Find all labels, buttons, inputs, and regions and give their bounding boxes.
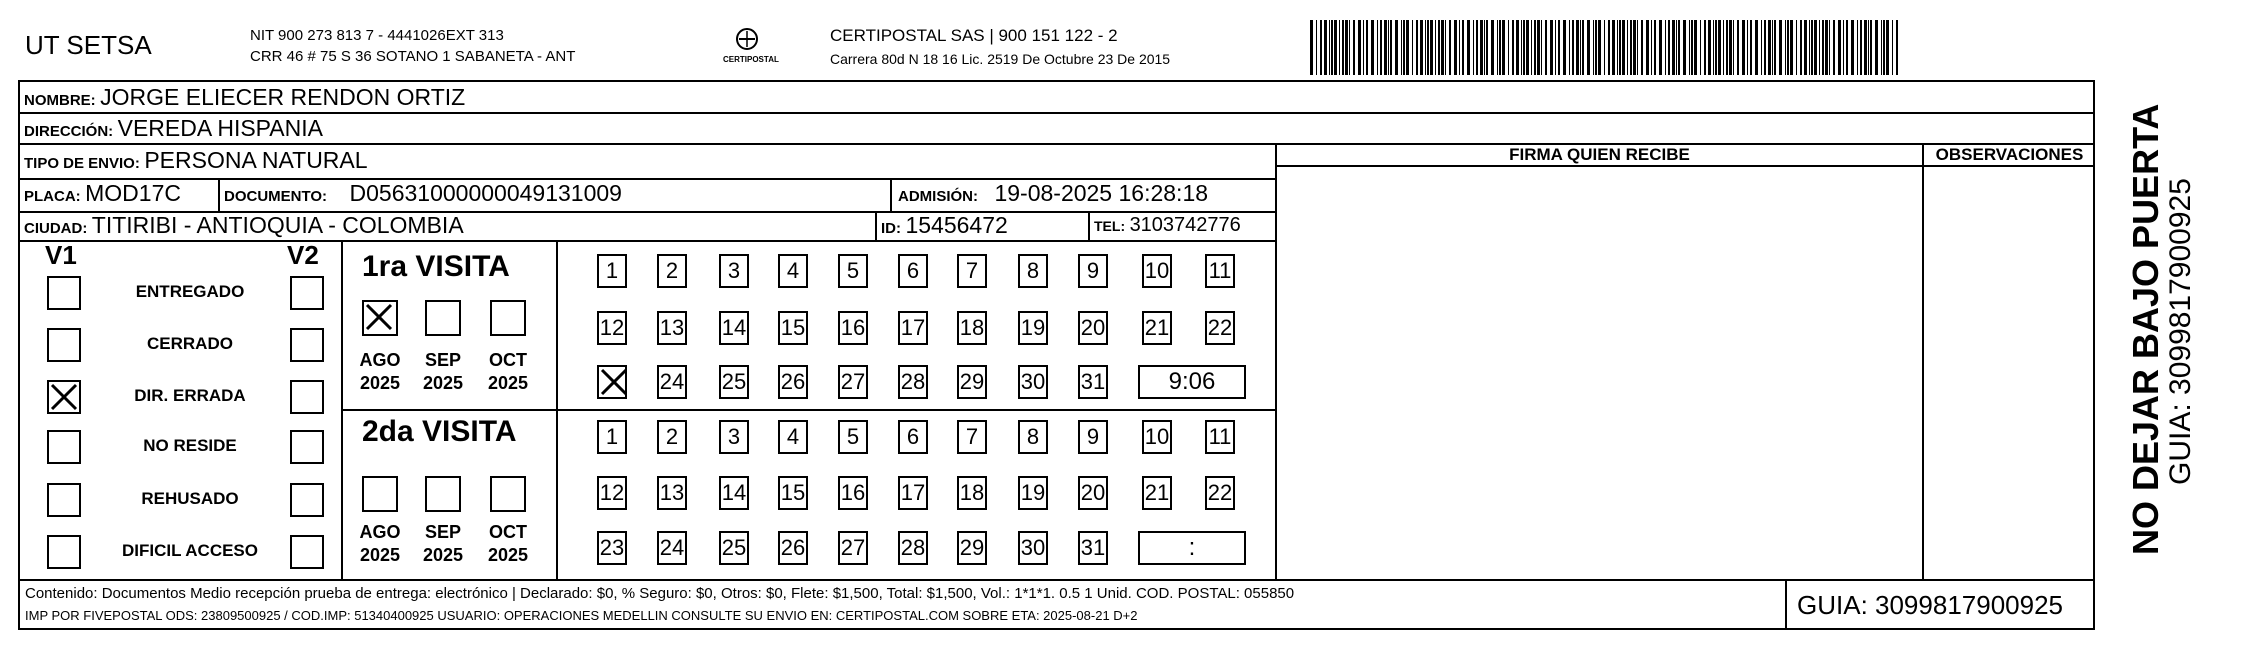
day-box[interactable]: 30 — [1018, 365, 1048, 399]
day-box[interactable]: 16 — [838, 476, 868, 510]
ciudad-value: TITIRIBI - ANTIOQUIA - COLOMBIA — [91, 212, 464, 238]
day-box[interactable]: 18 — [957, 311, 987, 345]
status-v2-checkbox[interactable] — [290, 535, 324, 569]
day-box[interactable]: 5 — [838, 420, 868, 454]
day-box[interactable]: 22 — [1205, 311, 1235, 345]
ciudad-label: CIUDAD: — [24, 220, 88, 237]
month-checkbox[interactable] — [490, 300, 526, 336]
time-box[interactable]: 9:06 — [1138, 365, 1246, 399]
certipostal-line: CERTIPOSTAL SAS | 900 151 122 - 2 — [830, 26, 1118, 45]
day-box[interactable]: 25 — [719, 365, 749, 399]
month-checkbox[interactable] — [425, 476, 461, 512]
tipo-label: TIPO DE ENVIO: — [24, 155, 140, 172]
nombre-label: NOMBRE: — [24, 92, 96, 109]
id-value: 15456472 — [905, 212, 1008, 238]
direccion-value: VEREDA HISPANIA — [117, 115, 323, 141]
day-box[interactable]: 11 — [1205, 254, 1235, 288]
year-label: 2025 — [487, 545, 529, 565]
month-checkbox[interactable] — [362, 476, 398, 512]
day-box[interactable]: 14 — [719, 476, 749, 510]
status-label: CERRADO — [147, 334, 233, 353]
year-label: 2025 — [422, 545, 464, 565]
second-visit-title: 2da VISITA — [362, 415, 517, 448]
status-v2-checkbox[interactable] — [290, 380, 324, 414]
day-box[interactable]: 22 — [1205, 476, 1235, 510]
address-line: CRR 46 # 75 S 36 SOTANO 1 SABANETA - ANT — [250, 48, 576, 65]
day-box[interactable]: 11 — [1205, 420, 1235, 454]
day-box[interactable]: 15 — [778, 476, 808, 510]
day-box[interactable]: 30 — [1018, 531, 1048, 565]
admision-value: 19-08-2025 16:28:18 — [994, 180, 1209, 206]
nombre-value: JORGE ELIECER RENDON ORTIZ — [100, 84, 466, 110]
day-box[interactable]: 2 — [657, 254, 687, 288]
day-box[interactable]: 1 — [597, 420, 627, 454]
day-box[interactable]: 29 — [957, 365, 987, 399]
status-v1-checkbox[interactable] — [47, 483, 81, 517]
month-label: SEP — [424, 350, 462, 370]
month-checkbox[interactable] — [490, 476, 526, 512]
day-box[interactable]: 21 — [1142, 311, 1172, 345]
day-box[interactable]: 8 — [1018, 420, 1048, 454]
day-box[interactable]: 8 — [1018, 254, 1048, 288]
day-box[interactable]: 1 — [597, 254, 627, 288]
day-box[interactable]: 14 — [719, 311, 749, 345]
status-v2-checkbox[interactable] — [290, 430, 324, 464]
day-box[interactable]: 13 — [657, 476, 687, 510]
placa-value: MOD17C — [85, 180, 181, 206]
placa-label: PLACA: — [24, 188, 81, 205]
status-v1-checkbox[interactable] — [47, 328, 81, 362]
day-box[interactable]: 5 — [838, 254, 868, 288]
direccion-label: DIRECCIÓN: — [24, 123, 114, 140]
month-label: OCT — [489, 522, 527, 542]
footer-imp: IMP POR FIVEPOSTAL ODS: 23809500925 / COD.IMP: 51340400925 USUARIO: OPERACIONES MEDELLIN CONSULTE SU ENVIO EN: CERTIPOSTAL.COM SOBRE ETA: 2025-08-21 D+2 — [25, 608, 1138, 623]
status-v2-checkbox[interactable] — [290, 483, 324, 517]
year-label: 2025 — [359, 373, 401, 393]
day-box[interactable]: 27 — [838, 531, 868, 565]
day-box[interactable]: 10 — [1142, 420, 1172, 454]
month-checkbox[interactable] — [362, 300, 398, 336]
day-box[interactable]: 3 — [719, 420, 749, 454]
tipo-value: PERSONA NATURAL — [144, 147, 368, 173]
day-box[interactable]: 26 — [778, 531, 808, 565]
observaciones-header: OBSERVACIONES — [1935, 145, 2084, 164]
day-box[interactable]: 24 — [657, 365, 687, 399]
status-label: ENTREGADO — [135, 282, 245, 301]
day-box[interactable]: 20 — [1078, 311, 1108, 345]
day-box[interactable]: 18 — [957, 476, 987, 510]
day-box[interactable]: 9 — [1078, 420, 1108, 454]
tel-value: 3103742776 — [1129, 214, 1241, 236]
company-name: UT SETSA — [25, 30, 152, 60]
day-box[interactable]: 21 — [1142, 476, 1172, 510]
year-label: 2025 — [487, 373, 529, 393]
status-v2-checkbox[interactable] — [290, 276, 324, 310]
day-box[interactable]: 23 — [597, 531, 627, 565]
first-visit-title: 1ra VISITA — [362, 250, 510, 283]
day-box[interactable]: 17 — [898, 476, 928, 510]
day-box[interactable]: 10 — [1142, 254, 1172, 288]
day-box[interactable]: 25 — [719, 531, 749, 565]
day-box[interactable]: 13 — [657, 311, 687, 345]
day-box[interactable]: 31 — [1078, 531, 1108, 565]
day-box[interactable]: 7 — [957, 420, 987, 454]
day-box[interactable]: 19 — [1018, 476, 1048, 510]
month-label: AGO — [359, 350, 401, 370]
month-checkbox[interactable] — [425, 300, 461, 336]
firma-header: FIRMA QUIEN RECIBE — [1509, 145, 1690, 164]
day-box[interactable]: 19 — [1018, 311, 1048, 345]
nit-line: NIT 900 273 813 7 - 4441026EXT 313 — [250, 27, 504, 44]
footer-contenido: Contenido: Documentos Medio recepción prueba de entrega: electrónico | Declarado: $0, % Seguro: $0, Otros: $0, Flete: $1,500, Total: $1,500, Vol.: 1*1*1. 0.5 1 Unid. COD. POSTAL: 055850 — [25, 585, 1295, 602]
month-label: AGO — [359, 522, 401, 542]
day-box[interactable]: 2 — [657, 420, 687, 454]
status-v1-checkbox[interactable] — [47, 535, 81, 569]
footer-guia: GUIA: 3099817900925 — [1797, 590, 2063, 620]
status-label: NO RESIDE — [143, 436, 237, 455]
status-label: REHUSADO — [141, 489, 239, 508]
day-box[interactable]: 26 — [778, 365, 808, 399]
status-label: DIFICIL ACCESO — [121, 541, 258, 560]
day-box[interactable]: 20 — [1078, 476, 1108, 510]
day-box[interactable]: 9 — [1078, 254, 1108, 288]
status-v1-checkbox[interactable] — [47, 276, 81, 310]
logo-text: CERTIPOSTAL — [723, 55, 779, 64]
status-v2-checkbox[interactable] — [290, 328, 324, 362]
admision-label: ADMISIÓN: — [898, 188, 978, 205]
id-label: ID: — [881, 220, 901, 237]
day-box[interactable] — [597, 365, 627, 399]
barcode — [1310, 20, 1905, 75]
certipostal-logo — [723, 25, 779, 70]
day-box[interactable]: 6 — [898, 420, 928, 454]
day-box[interactable]: 3 — [719, 254, 749, 288]
day-box[interactable]: 4 — [778, 254, 808, 288]
day-box[interactable]: 27 — [838, 365, 868, 399]
tel-label: TEL: — [1094, 218, 1126, 234]
status-v1-checkbox[interactable] — [47, 430, 81, 464]
day-box[interactable]: 24 — [657, 531, 687, 565]
status-v1-checkbox[interactable] — [47, 380, 81, 414]
day-box[interactable]: 4 — [778, 420, 808, 454]
side-warning: NO DEJAR BAJO PUERTA — [2125, 103, 2166, 555]
day-box[interactable]: 15 — [778, 311, 808, 345]
day-box[interactable]: 28 — [898, 365, 928, 399]
side-guia: GUIA: 3099817900925 — [2164, 178, 2197, 485]
documento-label: DOCUMENTO: — [224, 188, 328, 205]
documento-value: D05631000000049131009 — [349, 180, 622, 206]
status-label: DIR. ERRADA — [134, 386, 246, 405]
time-box[interactable]: : — [1138, 531, 1246, 565]
day-box[interactable]: 12 — [597, 311, 627, 345]
day-box[interactable]: 6 — [898, 254, 928, 288]
v2-label: V2 — [287, 240, 319, 270]
day-box[interactable]: 12 — [597, 476, 627, 510]
v1-label: V1 — [45, 240, 77, 270]
license-line: Carrera 80d N 18 16 Lic. 2519 De Octubre 23 De 2015 — [830, 51, 1171, 67]
day-box[interactable]: 31 — [1078, 365, 1108, 399]
day-box[interactable]: 7 — [957, 254, 987, 288]
day-box[interactable]: 17 — [898, 311, 928, 345]
day-box[interactable]: 28 — [898, 531, 928, 565]
day-box[interactable]: 16 — [838, 311, 868, 345]
day-box[interactable]: 29 — [957, 531, 987, 565]
month-label: OCT — [489, 350, 527, 370]
month-label: SEP — [424, 522, 462, 542]
year-label: 2025 — [422, 373, 464, 393]
year-label: 2025 — [359, 545, 401, 565]
